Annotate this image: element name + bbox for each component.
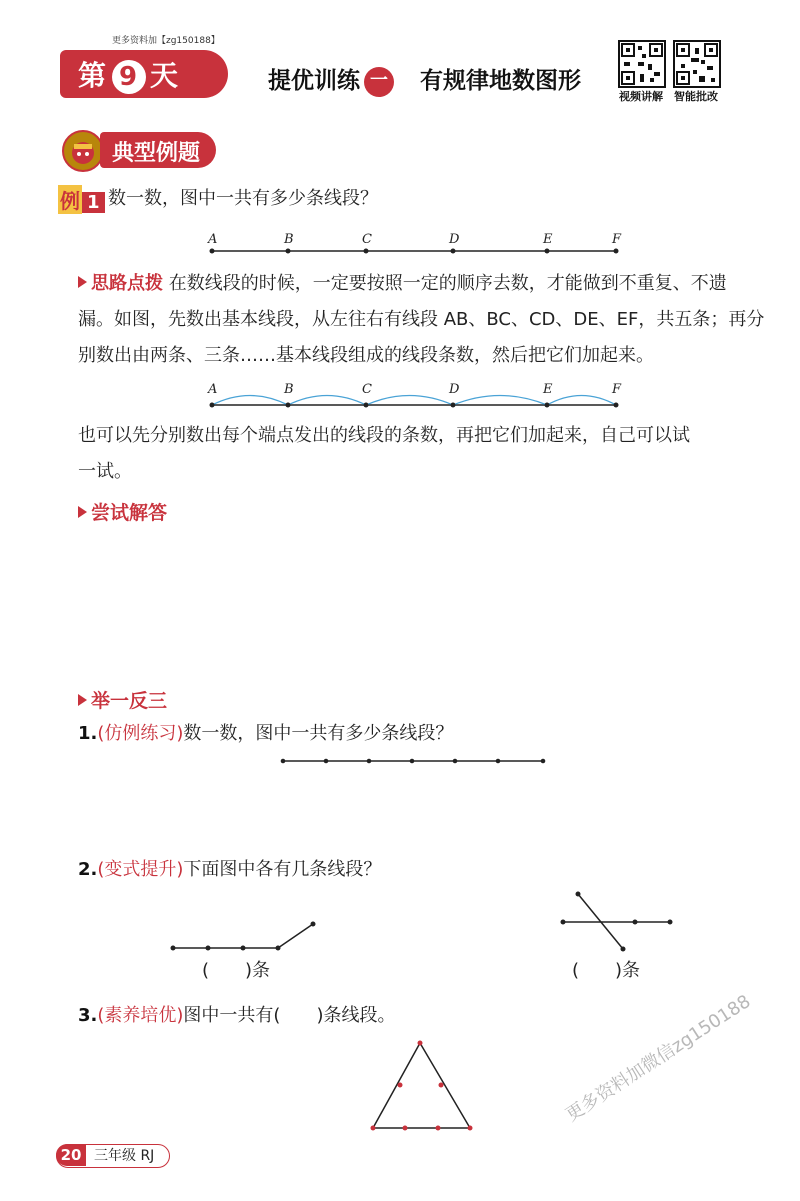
point-label: F [612,232,622,247]
watermark: 更多资料加微信zg150188 [562,990,755,1126]
point-label: D [449,382,460,397]
question-3-text: 图中一共有( )条线段。 [183,1005,396,1026]
segment-point [281,759,286,764]
question-2: 2.(变式提升)下面图中各有几条线段？ [78,859,382,880]
question-1-text: 数一数，图中一共有多少条线段？ [183,723,454,744]
play-icon [78,694,87,706]
basic-segment-arc [453,396,547,406]
example-label [58,185,105,211]
q2-answer-left[interactable]: ( )条 [202,960,271,981]
play-icon [78,276,87,288]
segment-point [364,249,369,254]
grade-label: 三年级 RJ [94,1148,155,1164]
hint-line-2: 漏。如图，先数出基本线段，从左往右有线段 AB、BC、CD、DE、EF，共五条；再分 [78,309,765,330]
extra-line-1: 也可以先分别数出每个端点发出的线段的条数，再把它们加起来，自己可以试 [78,425,690,446]
point-label: F [612,382,622,397]
basic-segment-arc [547,396,616,406]
segment-point [545,403,550,408]
basic-segment-arc [212,396,288,406]
segment-point [286,403,291,408]
point-label: C [362,232,372,247]
point-label: D [449,232,460,247]
q2-figure-right [555,885,680,955]
segment-point [496,759,501,764]
point-label: B [284,232,294,247]
example-tag: 例 [58,185,82,214]
segment-point [614,249,619,254]
segment-point [367,759,372,764]
segment-point [364,403,369,408]
lesson-number: 一 [364,67,394,97]
segment-point [324,759,329,764]
segment-point [451,249,456,254]
qr-code-video[interactable] [618,40,666,88]
try-answer-heading: 尝试解答 [78,498,167,525]
example-number: 1 [82,192,105,213]
q1-segment-figure [278,755,548,767]
question-2-tag: (变式提升) [97,859,184,880]
point-label: C [362,382,372,397]
hint-line-1 [78,266,727,302]
day-label: 第 9 天 [78,59,181,92]
segment-point [545,249,550,254]
point-label: A [208,232,218,247]
example-question: 数一数，图中一共有多少条线段？ [108,188,378,209]
segment-point [453,759,458,764]
basic-segment-arc [288,396,366,406]
hint-text-1: 在数线段的时候，一定要按照一定的顺序去数，才能做到不重复、不遗 [168,273,727,294]
segment-point [210,403,215,408]
q2-answer-right[interactable]: ( )条 [572,960,641,981]
q3-triangle-figure [365,1035,480,1135]
extra-line-2: 一试。 [78,461,132,482]
segment-point [541,759,546,764]
qr-code-grading[interactable] [673,40,721,88]
practice-heading: 举一反三 [78,686,167,713]
qr-label-grading: 智能批改 [674,90,718,103]
segment-point [410,759,415,764]
hint-label: 思路点拨 [91,273,163,294]
play-icon [78,506,87,518]
question-3: 3.(素养培优)图中一共有( )条线段。 [78,1005,396,1026]
day-number: 9 [112,60,146,94]
question-3-tag: (素养培优) [97,1005,184,1026]
basic-segment-arc [366,396,453,406]
segment-point [286,249,291,254]
point-label: A [208,382,218,397]
segment-figure-plain [200,228,630,258]
segment-point [614,403,619,408]
hint-line-3: 别数出由两条、三条……基本线段组成的线段条数，然后把它们加起来。 [78,345,654,366]
qr-label-video: 视频讲解 [619,90,663,103]
question-1-tag: (仿例练习) [97,723,184,744]
question-1: 1.(仿例练习)数一数，图中一共有多少条线段？ [78,723,454,744]
segment-figure-arcs [200,380,630,412]
question-2-text: 下面图中各有几条线段？ [183,859,382,880]
lesson-title: 提优训练 一 [268,62,394,97]
point-label: E [543,382,553,397]
segment-point [451,403,456,408]
drum-icon [62,130,104,172]
lesson-topic: 有规律地数图形 [420,68,581,94]
segment-point [210,249,215,254]
section-title: 典型例题 [112,141,201,166]
page-number: 20 [56,1144,86,1166]
point-label: E [543,232,553,247]
point-label: B [284,382,294,397]
header-note: 更多资料加【zg150188】 [112,36,220,46]
